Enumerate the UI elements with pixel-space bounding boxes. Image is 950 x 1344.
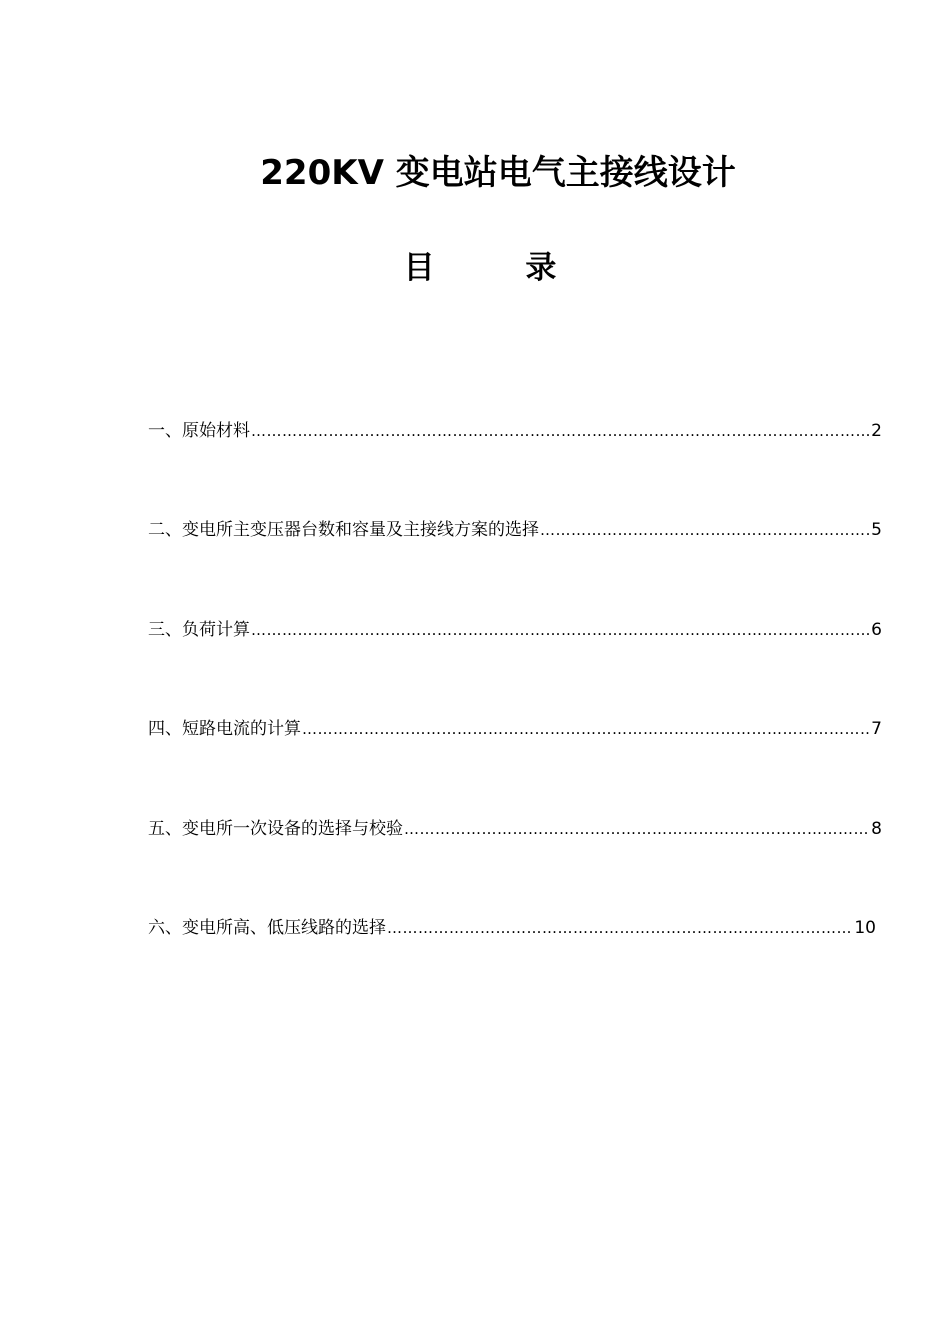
toc-entry-2[interactable] bbox=[148, 517, 882, 543]
toc-entry-label: 四、短路电流的计算 bbox=[148, 719, 301, 739]
toc-dot-leader bbox=[404, 816, 870, 842]
toc-entry-label: 三、负荷计算 bbox=[148, 620, 250, 640]
toc-entry-label: 一、原始材料 bbox=[148, 421, 250, 441]
toc-entry-5[interactable] bbox=[148, 816, 882, 842]
toc-heading: 目 录 bbox=[403, 250, 597, 286]
toc-dot-leader bbox=[251, 617, 870, 643]
toc-entry-label: 六、变电所高、低压线路的选择 bbox=[148, 918, 386, 938]
toc-entry-page-number: 10 bbox=[854, 918, 876, 938]
toc-entry-page-number: 7 bbox=[871, 719, 882, 739]
toc-entry-1[interactable] bbox=[148, 418, 882, 444]
toc-entry-label: 二、变电所主变压器台数和容量及主接线方案的选择 bbox=[148, 520, 539, 540]
toc-entry-page-number: 2 bbox=[871, 421, 882, 441]
toc-dot-leader bbox=[302, 716, 870, 742]
toc-entry-label: 五、变电所一次设备的选择与校验 bbox=[148, 819, 403, 839]
toc-entry-4[interactable] bbox=[148, 716, 882, 742]
toc-entry-page-number: 6 bbox=[871, 620, 882, 640]
document-title: 220KV 变电站电气主接线设计 bbox=[260, 153, 736, 193]
toc-entry-6[interactable] bbox=[148, 915, 876, 941]
toc-dot-leader bbox=[251, 418, 870, 444]
toc-entry-3[interactable] bbox=[148, 617, 882, 643]
toc-dot-leader bbox=[540, 517, 870, 543]
toc-entry-page-number: 8 bbox=[871, 819, 882, 839]
toc-entry-page-number: 5 bbox=[871, 520, 882, 540]
toc-dot-leader bbox=[387, 915, 853, 941]
